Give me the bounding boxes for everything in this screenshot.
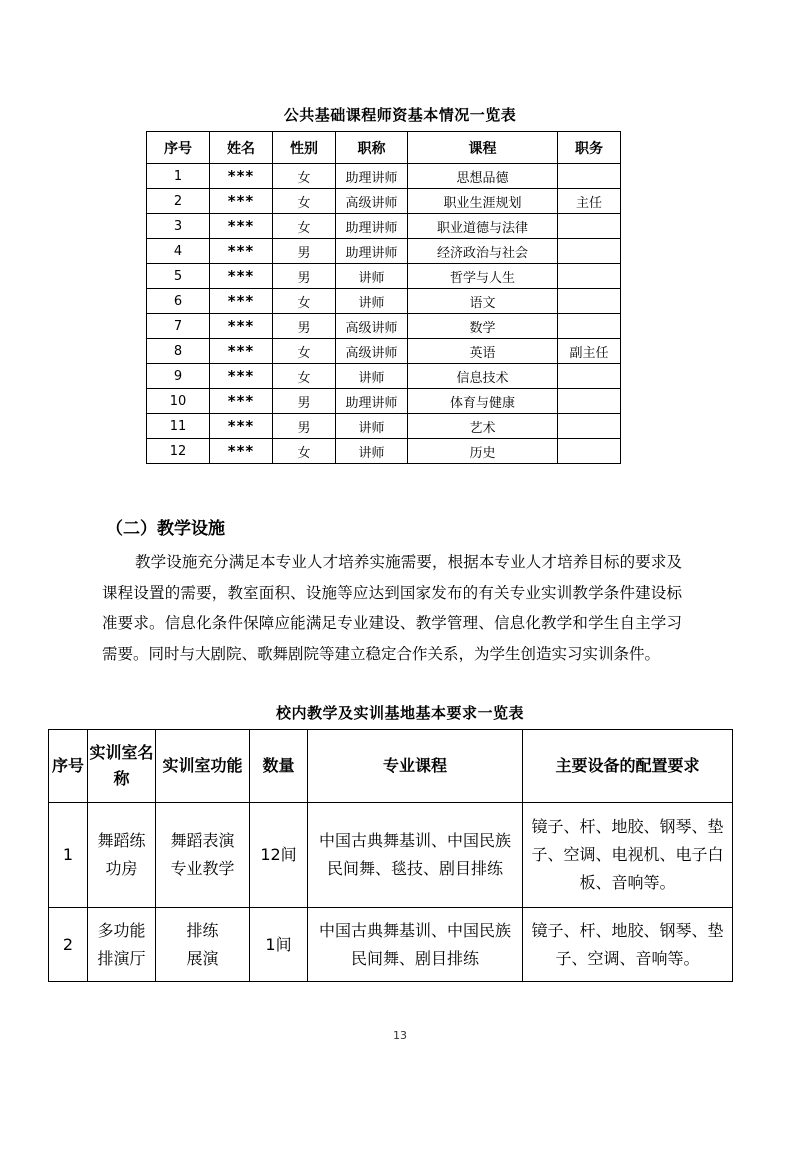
table-cell: 女 <box>273 339 336 364</box>
table-row <box>147 339 621 364</box>
teacher-table <box>146 131 621 464</box>
table2-header-cell: 主要设备的配置要求 <box>523 730 733 803</box>
table-cell: 讲师 <box>336 264 408 289</box>
table-cell: *** <box>210 364 273 389</box>
table-cell: 助理讲师 <box>336 239 408 264</box>
table-cell: 1 <box>49 803 88 908</box>
table-row <box>147 214 621 239</box>
table-cell: 女 <box>273 439 336 464</box>
section-heading: （二）教学设施 <box>106 519 225 539</box>
table-cell: 1 <box>147 164 210 189</box>
table-cell: 讲师 <box>336 289 408 314</box>
table-cell: 思想品德 <box>408 164 558 189</box>
table-cell: 历史 <box>408 439 558 464</box>
table1-header-cell: 姓名 <box>210 132 273 164</box>
table-cell: 5 <box>147 264 210 289</box>
table-cell: 排练展演 <box>156 908 250 982</box>
table-row <box>147 364 621 389</box>
table2-header-row <box>49 730 733 803</box>
table1-body <box>147 164 621 464</box>
table-cell: 舞蹈表演专业教学 <box>156 803 250 908</box>
table-cell <box>558 214 621 239</box>
table-cell: 女 <box>273 189 336 214</box>
table-cell: 数学 <box>408 314 558 339</box>
table-cell: 讲师 <box>336 364 408 389</box>
table1-header-cell: 课程 <box>408 132 558 164</box>
table-cell: 12间 <box>250 803 308 908</box>
table-cell: 12 <box>147 439 210 464</box>
table-row <box>147 164 621 189</box>
table-cell: 中国古典舞基训、中国民族民间舞、毯技、剧目排练 <box>308 803 523 908</box>
table-cell: 多功能排演厅 <box>88 908 156 982</box>
table-row <box>147 414 621 439</box>
table-cell: 舞蹈练功房 <box>88 803 156 908</box>
table1-header-cell: 性别 <box>273 132 336 164</box>
table2-header-cell: 专业课程 <box>308 730 523 803</box>
table-row <box>147 439 621 464</box>
table-cell: *** <box>210 189 273 214</box>
table-cell: 讲师 <box>336 414 408 439</box>
table-row <box>147 239 621 264</box>
table-cell: 体育与健康 <box>408 389 558 414</box>
table-cell: *** <box>210 414 273 439</box>
table-cell <box>558 314 621 339</box>
table-row <box>49 803 733 908</box>
table-cell: 英语 <box>408 339 558 364</box>
table-cell: *** <box>210 439 273 464</box>
table-cell: 6 <box>147 289 210 314</box>
table-row <box>147 264 621 289</box>
table-cell: 女 <box>273 289 336 314</box>
table-cell: 10 <box>147 389 210 414</box>
table-cell: 2 <box>147 189 210 214</box>
table-cell: 1间 <box>250 908 308 982</box>
table-cell: 职业道德与法律 <box>408 214 558 239</box>
table1-header-cell: 序号 <box>147 132 210 164</box>
table-cell: 助理讲师 <box>336 214 408 239</box>
table-cell: *** <box>210 289 273 314</box>
table-cell: 高级讲师 <box>336 189 408 214</box>
table-cell: 男 <box>273 264 336 289</box>
table-cell: 男 <box>273 239 336 264</box>
table-cell: 讲师 <box>336 439 408 464</box>
table-cell: 女 <box>273 164 336 189</box>
table-cell: *** <box>210 264 273 289</box>
table-cell: 语文 <box>408 289 558 314</box>
table-cell: *** <box>210 164 273 189</box>
table-cell: *** <box>210 389 273 414</box>
table-cell <box>558 164 621 189</box>
section-paragraph: 教学设施充分满足本专业人才培养实施需要，根据本专业人才培养目标的要求及课程设置的需要，教室面积、设施等应达到国家发布的有关专业实训教学条件建设标准要求。信息化条件保障应能满足专业建设、教学管理、信息化教学和学生自主学习需要。同时与大剧院、歌舞剧院等建立稳定合作关系，为学生创造实习实训条件。 <box>102 553 682 663</box>
table-cell: 艺术 <box>408 414 558 439</box>
table-cell: 助理讲师 <box>336 164 408 189</box>
facility-table <box>48 729 733 982</box>
table-row <box>147 314 621 339</box>
table-cell: 男 <box>273 389 336 414</box>
table-cell: 3 <box>147 214 210 239</box>
table-cell: *** <box>210 314 273 339</box>
table-cell: 高级讲师 <box>336 339 408 364</box>
table-cell: 职业生涯规划 <box>408 189 558 214</box>
table-cell: 女 <box>273 364 336 389</box>
table-cell: 副主任 <box>558 339 621 364</box>
table-cell <box>558 289 621 314</box>
table-cell: *** <box>210 339 273 364</box>
table1-header-cell: 职称 <box>336 132 408 164</box>
table2-header-cell: 实训室功能 <box>156 730 250 803</box>
table2-header-cell: 数量 <box>250 730 308 803</box>
table-cell: 7 <box>147 314 210 339</box>
table-row <box>49 908 733 982</box>
table-row <box>147 189 621 214</box>
table1-caption: 公共基础课程师资基本情况一览表 <box>283 106 517 124</box>
table-cell: *** <box>210 239 273 264</box>
table-cell <box>558 264 621 289</box>
table2-header-cell: 序号 <box>49 730 88 803</box>
table1-header-row <box>147 132 621 164</box>
table-cell: 高级讲师 <box>336 314 408 339</box>
table-cell <box>558 364 621 389</box>
table-row <box>147 289 621 314</box>
table-cell <box>558 439 621 464</box>
table-cell: 男 <box>273 414 336 439</box>
table1-header-cell: 职务 <box>558 132 621 164</box>
table-cell: 镜子、杆、地胶、钢琴、垫子、空调、音响等。 <box>523 908 733 982</box>
table-cell: 助理讲师 <box>336 389 408 414</box>
table-cell: 男 <box>273 314 336 339</box>
table-cell: *** <box>210 214 273 239</box>
table-cell: 女 <box>273 214 336 239</box>
table-cell: 经济政治与社会 <box>408 239 558 264</box>
page-number: 13 <box>393 1029 407 1042</box>
table2-caption: 校内教学及实训基地基本要求一览表 <box>275 704 524 722</box>
table-cell <box>558 239 621 264</box>
table-cell: 信息技术 <box>408 364 558 389</box>
table-cell: 11 <box>147 414 210 439</box>
table-cell: 4 <box>147 239 210 264</box>
table-row <box>147 389 621 414</box>
table-cell <box>558 389 621 414</box>
table-cell: 哲学与人生 <box>408 264 558 289</box>
table-cell: 2 <box>49 908 88 982</box>
table-cell: 主任 <box>558 189 621 214</box>
table2-header-cell: 实训室名称 <box>88 730 156 803</box>
table-cell: 中国古典舞基训、中国民族民间舞、剧目排练 <box>308 908 523 982</box>
table-cell <box>558 414 621 439</box>
table-cell: 9 <box>147 364 210 389</box>
table-cell: 8 <box>147 339 210 364</box>
table-cell: 镜子、杆、地胶、钢琴、垫子、空调、电视机、电子白板、音响等。 <box>523 803 733 908</box>
